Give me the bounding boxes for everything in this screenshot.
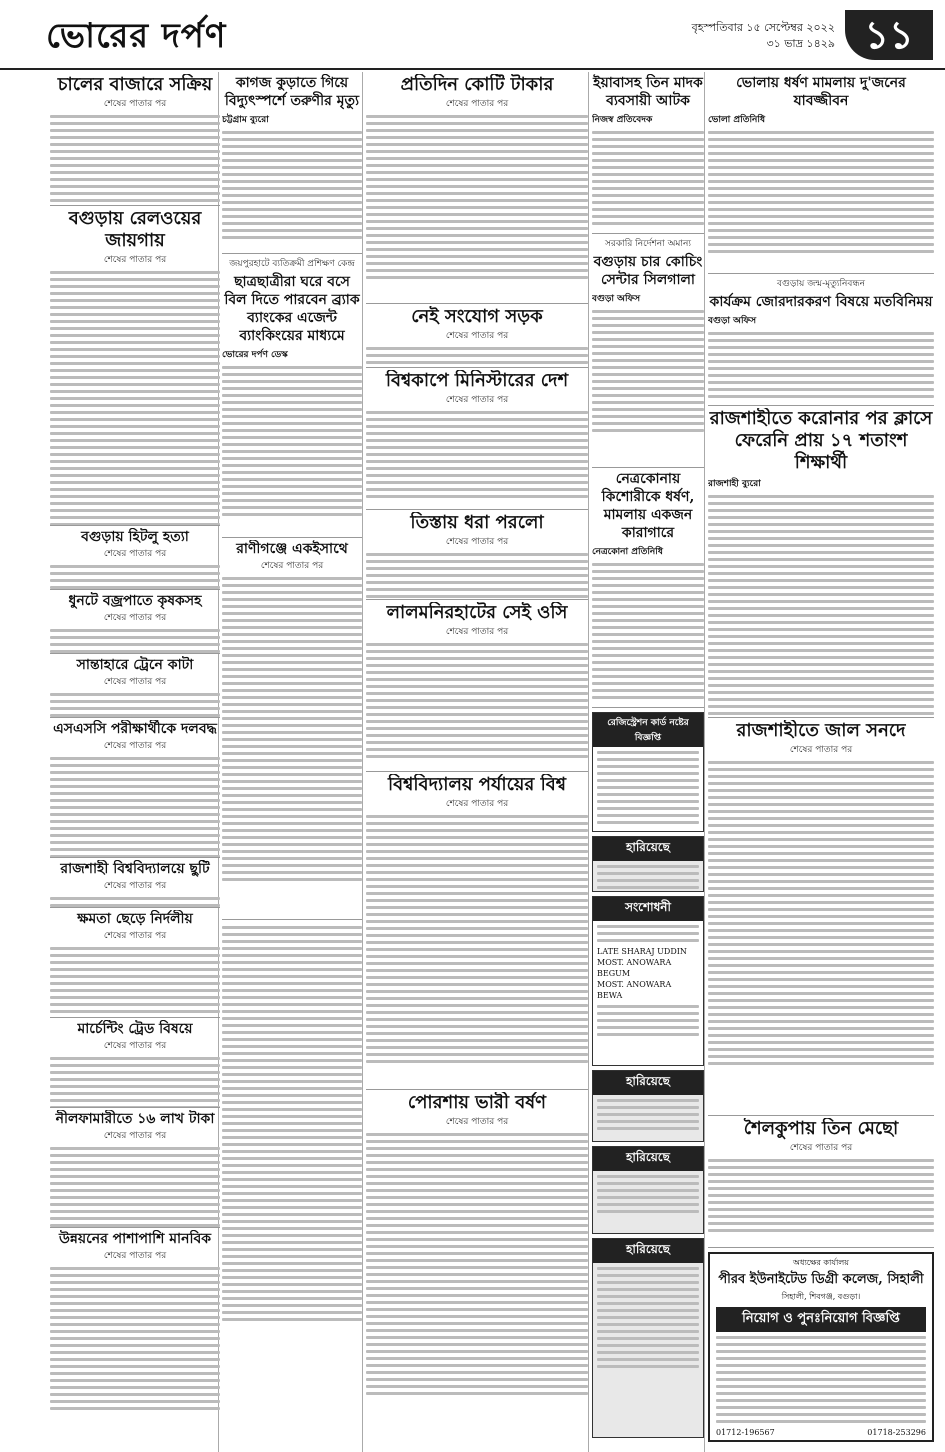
headline: কার্যক্রম জোরদারকরণ বিষয়ে মতবিনিময় bbox=[709, 294, 933, 310]
article-bogura-rail bbox=[50, 208, 220, 526]
date-bengali: ৩১ ভাদ্র ১৪২৯ bbox=[766, 37, 835, 50]
correction-box bbox=[592, 896, 704, 1066]
article-bhola bbox=[708, 74, 934, 274]
continued-label: শেষের পাতার পর bbox=[445, 395, 509, 405]
box-title: সংশোধনী bbox=[593, 897, 703, 921]
continued-label: শেষের পাতার পর bbox=[103, 1131, 167, 1141]
article-koti bbox=[366, 74, 588, 304]
article-marchenti bbox=[50, 1020, 220, 1108]
headline: প্রতিদিন কোটি টাকার bbox=[400, 74, 554, 95]
ad-address: সিহালী, শিবগঞ্জ, বগুড়া। bbox=[781, 1292, 861, 1301]
kicker: সরকারি নির্দেশনা অমান্য bbox=[604, 239, 692, 249]
recruitment-advertisement bbox=[708, 1252, 934, 1442]
headline: নেই সংযোগ সড়ক bbox=[411, 306, 543, 327]
continued-label: শেষের পাতার পর bbox=[103, 677, 167, 687]
continued-label: শেষের পাতার পর bbox=[103, 613, 167, 623]
continued-label: শেষের পাতার পর bbox=[445, 99, 509, 109]
ad-phone-left: 01712-196567 bbox=[716, 1428, 775, 1437]
headline: এসএসসি পরীক্ষার্থীকে দলবদ্ধ bbox=[53, 721, 217, 737]
article-bishwabidyaloy bbox=[366, 774, 588, 1090]
article-porosha bbox=[366, 1092, 588, 1440]
headline: কাগজ কুড়াতে গিয়ে বিদ্যুৎস্পর্শে তরুণীর মৃত্যু bbox=[224, 75, 360, 109]
article-santahar bbox=[50, 656, 220, 718]
box-title: হারিয়েছে bbox=[593, 837, 703, 861]
headline: ক্ষমতা ছেড়ে নির্দলীয় bbox=[77, 911, 193, 927]
article-brac bbox=[222, 256, 362, 538]
article-khomota bbox=[50, 910, 220, 1018]
article-netrokona bbox=[592, 470, 704, 708]
headline: ইয়াবাসহ তিন মাদক ব্যবসায়ী আটক bbox=[593, 75, 703, 109]
headline: বগুড়ায় চার কোচিং সেন্টার সিলগালা bbox=[593, 254, 703, 288]
headline: রাণীগঞ্জে একইসাথে bbox=[236, 541, 348, 557]
headline: উন্নয়নের পাশাপাশি মানবিক bbox=[58, 1231, 212, 1247]
headline: রাজশাহী বিশ্ববিদ্যালয়ে ছুটি bbox=[60, 861, 210, 877]
headline: চালের বাজারে সক্রিয় bbox=[57, 74, 213, 95]
box-title: হারিয়েছে bbox=[593, 1239, 703, 1263]
headline: ছাত্রছাত্রীরা ঘরে বসে বিল দিতে পারবেন ব্র্যাক ব্যাংকের এজেন্ট ব্যাংকিংয়ের মাধ্যমে bbox=[224, 274, 360, 344]
continued-label: শেষের পাতার পর bbox=[103, 1041, 167, 1051]
continued-label: শেষের পাতার পর bbox=[445, 1117, 509, 1127]
headline: বগুড়ায় রেলওয়ের জায়গায় bbox=[68, 208, 202, 251]
article-rajshahi-corona bbox=[708, 408, 934, 718]
continued-label: শেষের পাতার পর bbox=[445, 799, 509, 809]
headline: শৈলকুপায় তিন মেছো bbox=[743, 1118, 899, 1139]
headline: রাজশাহীতে করোনার পর ক্লাসে ফেরেনি প্রায় ১৭ শতাংশ শিক্ষার্থী bbox=[709, 408, 933, 473]
headline: ভোলায় ধর্ষণ মামলায় দু'জনের যাবজ্জীবন bbox=[736, 75, 906, 109]
correction-name: MOST. ANOWARA BEWA bbox=[597, 980, 672, 1000]
article-ssc bbox=[50, 720, 220, 858]
kicker: বগুড়ায় জন্ম-মৃত্যুনিবন্ধন bbox=[777, 279, 865, 289]
byline: ভোলা প্রতিনিধি bbox=[708, 115, 766, 125]
headline: লালমনিরহাটের সেই ওসি bbox=[386, 602, 568, 623]
article-nilphamari bbox=[50, 1110, 220, 1228]
headline: বিশ্বকাপে মিনিস্টারের দেশ bbox=[385, 370, 569, 391]
article-chal bbox=[50, 74, 220, 206]
correction-name: MOST. ANOWARA BEGUM bbox=[597, 958, 672, 978]
continued-label: শেষের পাতার পর bbox=[103, 931, 167, 941]
date-gregorian: বৃহস্পতিবার ১৫ সেপ্টেম্বর ২০২২ bbox=[691, 21, 835, 34]
ad-title: নিয়োগ ও পুনঃনিয়োগ বিজ্ঞপ্তি bbox=[716, 1307, 926, 1332]
continued-label: শেষের পাতার পর bbox=[103, 549, 167, 559]
continued-label: শেষের পাতার পর bbox=[445, 537, 509, 547]
correction-name: LATE SHARAJ UDDIN bbox=[597, 947, 687, 956]
article-rajshahi-uni bbox=[50, 860, 220, 908]
continued-label: শেষের পাতার পর bbox=[103, 99, 167, 109]
newspaper-logo: ভোরের দর্পণ bbox=[46, 16, 227, 56]
byline: নিজস্ব প্রতিবেদক bbox=[592, 115, 653, 125]
byline: বগুড়া অফিস bbox=[708, 316, 757, 326]
article-coaching bbox=[592, 236, 704, 468]
article-yaba bbox=[592, 74, 704, 234]
headline: নেত্রকোনায় কিশোরীকে ধর্ষণ, মামলায় একজন কারাগারে bbox=[601, 471, 695, 541]
article-karjokrom bbox=[708, 276, 934, 406]
box-title: হারিয়েছে bbox=[593, 1071, 703, 1095]
dateline bbox=[692, 20, 835, 52]
lost-notice-box-3 bbox=[592, 1146, 704, 1234]
headline: তিস্তায় ধরা পরলো bbox=[410, 512, 544, 533]
page-number: ১১ bbox=[845, 10, 933, 60]
continued-label: শেষের পাতার পর bbox=[103, 255, 167, 265]
headline: সান্তাহারে ট্রেনে কাটা bbox=[76, 657, 194, 673]
byline: চট্টগ্রাম ব্যুরো bbox=[222, 115, 269, 125]
lost-notice-box-4 bbox=[592, 1238, 704, 1438]
registration-notice-box bbox=[592, 712, 704, 832]
article-dhunat bbox=[50, 592, 220, 654]
article-lalmonirhat bbox=[366, 602, 588, 772]
article-shoilkupa bbox=[708, 1118, 934, 1248]
kicker: জয়পুরহাটে ব্যতিক্রমী প্রশিক্ষণ কেন্দ্র bbox=[229, 259, 355, 269]
headline: পোরশায় ভারী বর্ষণ bbox=[407, 1092, 547, 1113]
lost-notice-box-1 bbox=[592, 836, 704, 892]
ad-kicker: অধ্যক্ষের কার্যালয় bbox=[793, 1258, 849, 1267]
article-col2-lower bbox=[222, 922, 362, 1440]
article-noi-sarak bbox=[366, 306, 588, 368]
headline: রাজশাহীতে জাল সনদে bbox=[736, 720, 906, 741]
article-jal-sonod bbox=[708, 720, 934, 1116]
ad-phone-right: 01718-253296 bbox=[867, 1428, 926, 1437]
byline: নেত্রকোনা প্রতিনিধি bbox=[592, 547, 663, 557]
box-title: হারিয়েছে bbox=[593, 1147, 703, 1171]
box-title: রেজিস্ট্রেশন কার্ড নষ্টের বিজ্ঞপ্তি bbox=[593, 713, 703, 747]
headline: নীলফামারীতে ১৬ লাখ টাকা bbox=[55, 1111, 215, 1127]
article-bishwakap bbox=[366, 370, 588, 510]
continued-label: শেষের পাতার পর bbox=[789, 745, 853, 755]
continued-label: শেষের পাতার পর bbox=[445, 627, 509, 637]
byline: রাজশাহী ব্যুরো bbox=[708, 479, 761, 489]
headline: বিশ্ববিদ্যালয় পর্যায়ের বিশ্ব bbox=[387, 774, 567, 795]
continued-label: শেষের পাতার পর bbox=[103, 1251, 167, 1261]
headline: মার্চেন্টিং ট্রেড বিষয়ে bbox=[77, 1021, 193, 1037]
continued-label: শেষের পাতার পর bbox=[789, 1143, 853, 1153]
continued-label: শেষের পাতার পর bbox=[445, 331, 509, 341]
continued-label: শেষের পাতার পর bbox=[103, 881, 167, 891]
masthead bbox=[0, 0, 945, 70]
lost-notice-box-2 bbox=[592, 1070, 704, 1142]
continued-label: শেষের পাতার পর bbox=[260, 561, 324, 571]
article-unnoyon bbox=[50, 1230, 220, 1440]
byline: বগুড়া অফিস bbox=[592, 294, 641, 304]
continued-label: শেষের পাতার পর bbox=[103, 741, 167, 751]
article-ranigonj bbox=[222, 540, 362, 920]
byline: ভোরের দর্পণ ডেস্ক bbox=[222, 350, 288, 360]
article-hitlu bbox=[50, 528, 220, 590]
article-tistay bbox=[366, 512, 588, 600]
ad-college-name: পীরব ইউনাইটেড ডিগ্রী কলেজ, সিহালী bbox=[718, 1272, 924, 1287]
headline: বগুড়ায় হিটলু হত্যা bbox=[81, 529, 189, 545]
headline: ধুনটে বজ্রপাতে কৃষকসহ bbox=[68, 593, 202, 609]
article-kagoj bbox=[222, 74, 362, 254]
